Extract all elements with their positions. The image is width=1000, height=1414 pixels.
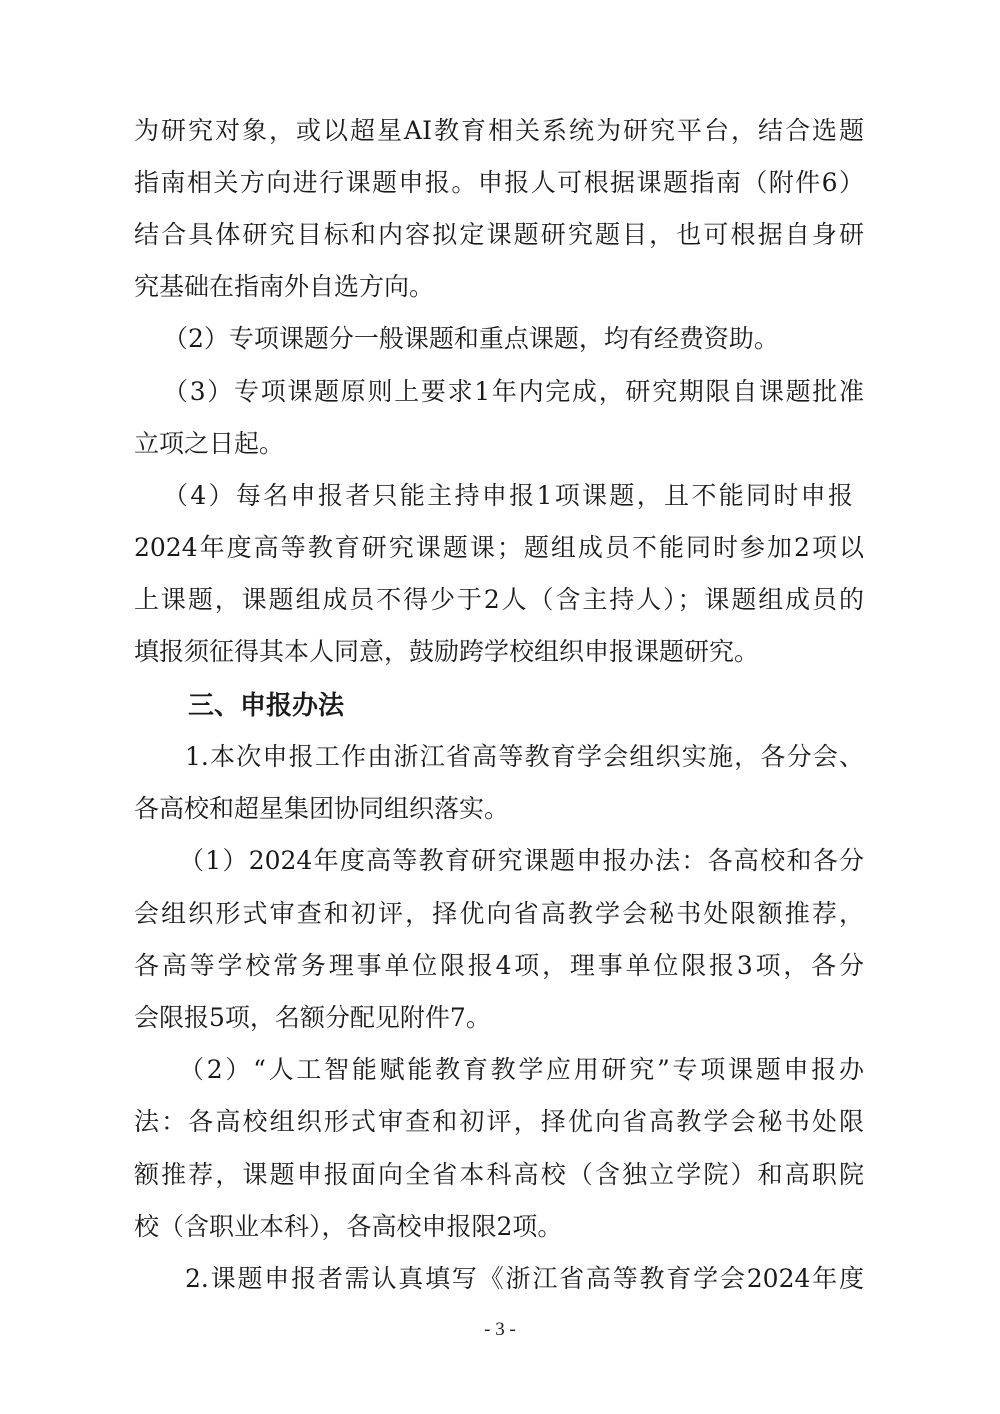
paragraph-line: 填报须征得其本人同意，鼓励跨学校组织申报课题研究。 [134, 637, 760, 666]
paragraph-line: 结合具体研究目标和内容拟定课题研究题目，也可根据自身研 [134, 220, 864, 249]
paragraph-line: 1.本次申报工作由浙江省高等教育学会组织实施，各分会、 [185, 742, 864, 771]
paragraph-line: 各高校和超星集团协同组织落实。 [134, 794, 510, 823]
section-heading: 三、申报办法 [188, 691, 345, 721]
paragraph-line: 各高等学校常务理事单位限报4项，理事单位限报3项，各分 [134, 951, 864, 980]
paragraph-line: 上课题，课题组成员不得少于2人（含主持人）；课题组成员的 [134, 585, 864, 614]
paragraph-line: （2）“人工智能赋能教育教学应用研究”专项课题申报办 [179, 1055, 864, 1084]
paragraph-line: 会限报5项，名额分配见附件7。 [134, 1003, 491, 1032]
paragraph-line: 2.课题申报者需认真填写《浙江省高等教育学会2024年度 [185, 1264, 864, 1293]
paragraph-line: 2024年度高等教育研究课题课；题组成员不能同时参加2项以 [134, 533, 864, 562]
paragraph-line: （3）专项课题原则上要求1年内完成，研究期限自课题批准 [163, 377, 864, 406]
paragraph-line: （1）2024年度高等教育研究课题申报办法：各高校和各分 [179, 846, 864, 875]
paragraph-line: 额推荐，课题申报面向全省本科高校（含独立学院）和高职院 [134, 1160, 864, 1189]
paragraph-line: 法：各高校组织形式审查和初评，择优向省高教学会秘书处限 [134, 1107, 864, 1136]
paragraph-line: 为研究对象，或以超星AI教育相关系统为研究平台，结合选题 [134, 116, 864, 145]
paragraph-line: 究基础在指南外自选方向。 [134, 272, 435, 301]
paragraph-line: （2）专项课题分一般课题和重点课题，均有经费资助。 [163, 324, 779, 353]
paragraph-line: 校（含职业本科），各高校申报限2项。 [134, 1212, 563, 1241]
paragraph-line: 指南相关方向进行课题申报。申报人可根据课题指南（附件6） [134, 168, 864, 197]
paragraph-line: 会组织形式审查和初评，择优向省高教学会秘书处限额推荐， [134, 899, 864, 928]
paragraph-line: （4）每名申报者只能主持申报1项课题，且不能同时申报 [163, 481, 853, 510]
page-number: - 3 - [484, 1319, 516, 1340]
paragraph-line: 立项之日起。 [134, 429, 285, 458]
